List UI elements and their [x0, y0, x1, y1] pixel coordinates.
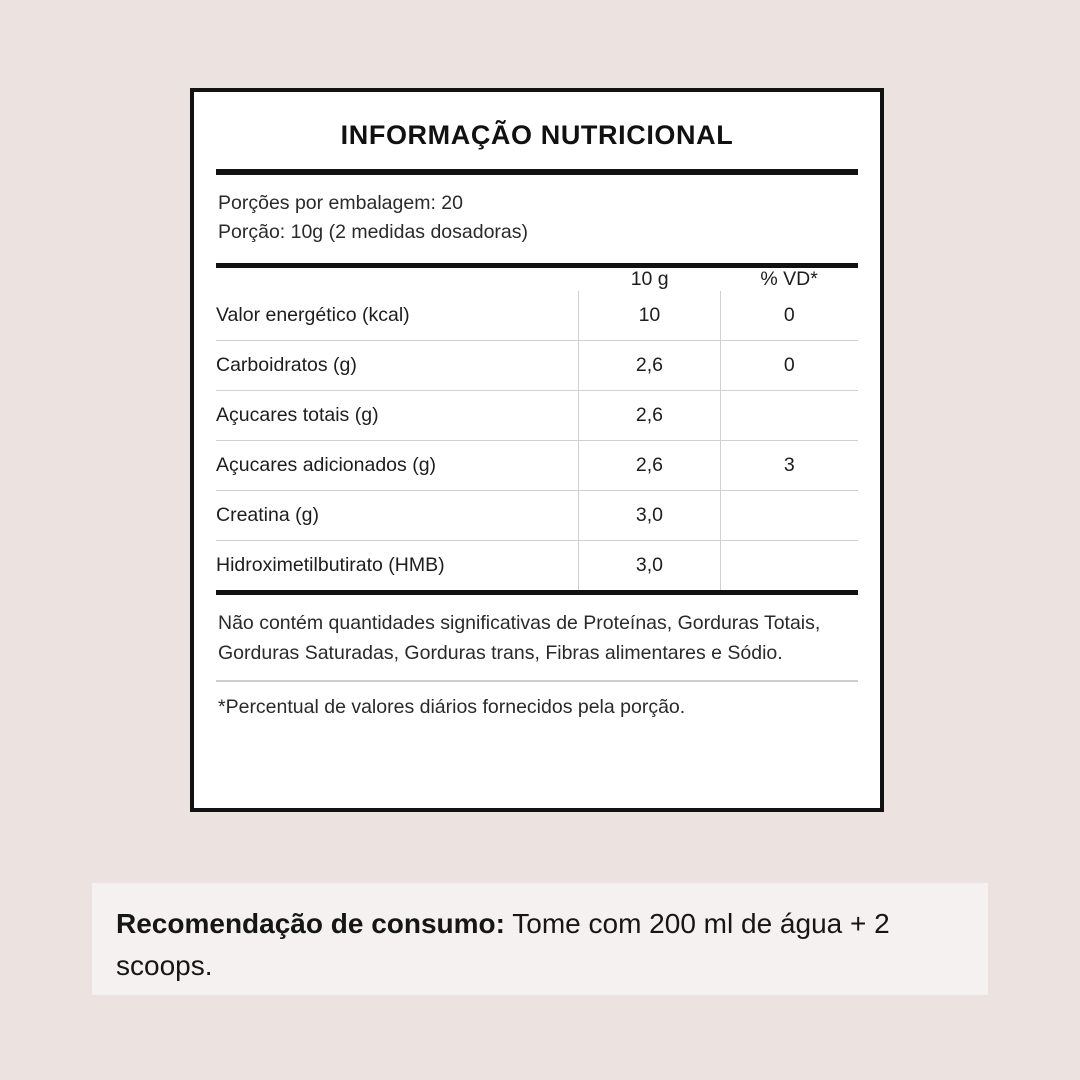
- note-divider: [216, 680, 858, 682]
- nutrient-amount: 10: [579, 291, 721, 341]
- table-row: [216, 391, 858, 441]
- serving-size: Porção: 10g (2 medidas dosadoras): [218, 221, 529, 243]
- table-body: [216, 291, 858, 590]
- table-bottom-divider: [216, 590, 858, 595]
- insignificant-amounts-note: Não contém quantidades significativas de Proteínas, Gorduras Totais, Gorduras Saturadas, Gorduras trans, Fibras alimentares e Sódio.: [218, 612, 821, 664]
- nutrient-vd: 3: [720, 441, 858, 491]
- header-amount: 10 g: [630, 268, 669, 290]
- nutrient-vd: [720, 391, 858, 441]
- panel-title: INFORMAÇÃO NUTRICIONAL: [340, 120, 734, 150]
- serving-info: [216, 189, 858, 247]
- header-nutrient: [216, 268, 579, 291]
- table-row: [216, 441, 858, 491]
- nutrient-amount: 3,0: [579, 491, 721, 541]
- table-row: [216, 541, 858, 591]
- title-divider: [216, 169, 858, 175]
- servings-per-package: Porções por embalagem: 20: [218, 192, 463, 214]
- table-header: [216, 268, 858, 291]
- nutrient-amount: 3,0: [579, 541, 721, 591]
- nutrition-table: [216, 268, 858, 590]
- nutrient-amount: 2,6: [579, 441, 721, 491]
- nutrient-vd: [720, 541, 858, 591]
- daily-value-footnote: *Percentual de valores diários fornecidos pela porção.: [218, 695, 686, 718]
- nutrient-vd: 0: [720, 291, 858, 341]
- nutrient-name: Valor energético (kcal): [216, 291, 579, 341]
- recommendation-text: [116, 903, 964, 987]
- nutrient-amount: 2,6: [579, 341, 721, 391]
- consumption-recommendation-band: [92, 883, 988, 995]
- nutrient-name: Açucares totais (g): [216, 391, 579, 441]
- table-row: [216, 341, 858, 391]
- nutrient-amount: 2,6: [579, 391, 721, 441]
- recommendation-body: Tome com 200 ml de água + 2 scoops.: [116, 908, 890, 981]
- nutrition-facts-panel: [190, 88, 884, 812]
- recommendation-label: Recomendação de consumo:: [116, 908, 505, 939]
- table-header-row: [216, 268, 858, 291]
- nutrient-name: Hidroximetilbutirato (HMB): [216, 554, 445, 576]
- nutrient-vd: [720, 491, 858, 541]
- nutrient-vd: 0: [720, 341, 858, 391]
- nutrient-name: Açucares adicionados (g): [216, 441, 579, 491]
- header-percent-vd: % VD*: [760, 268, 818, 290]
- nutrient-name: Creatina (g): [216, 491, 579, 541]
- table-row: [216, 291, 858, 341]
- table-row: [216, 491, 858, 541]
- nutrient-name: Carboidratos (g): [216, 341, 579, 391]
